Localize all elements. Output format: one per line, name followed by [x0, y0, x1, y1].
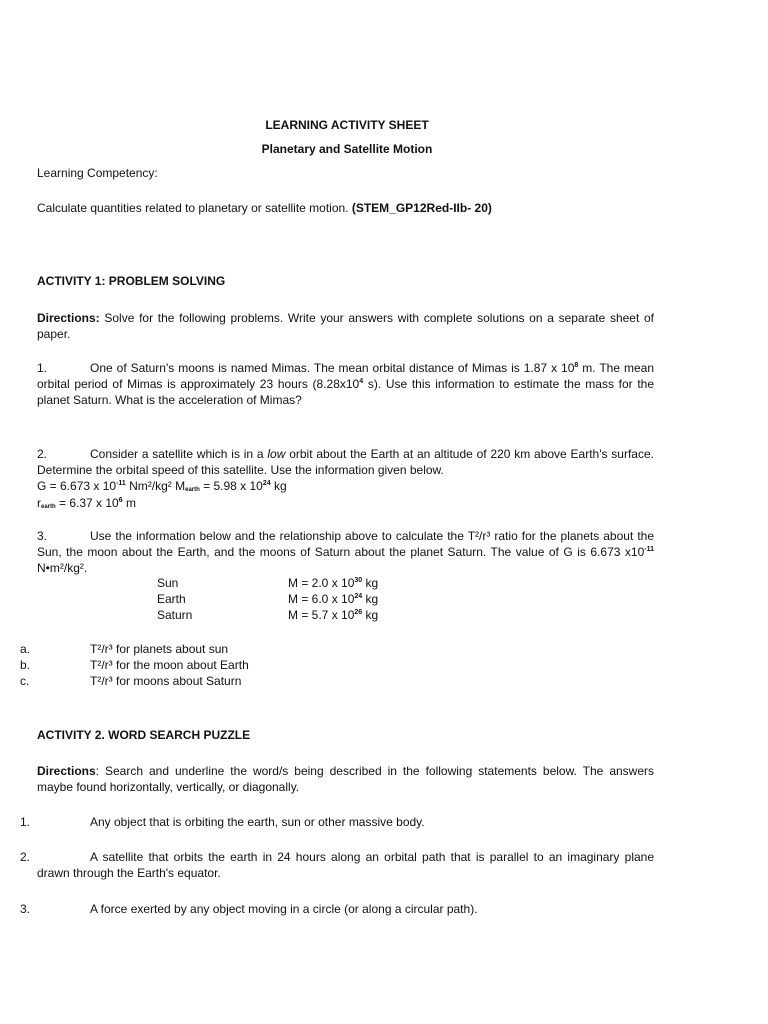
body-mass-unit: kg	[362, 576, 379, 590]
problem-2	[37, 446, 654, 478]
page-subtitle: Planetary and Satellite Motion	[261, 142, 433, 156]
page-title: LEARNING ACTIVITY SHEET	[265, 118, 429, 132]
body-mass-unit: kg	[362, 608, 379, 622]
problem-3-text-a: Use the information below and the relationship above to calculate the T²/r³ ratio for the planets about the Sun, the moon about the Earth, and the moons of Saturn about the planet Saturn. The value of G is 6.673 x10	[37, 529, 654, 559]
radius-symbol: r	[37, 496, 41, 510]
body-mass-sup: 26	[354, 609, 363, 616]
word-item-number: 2.	[20, 850, 31, 864]
problem-3-number: 3.	[37, 529, 48, 543]
competency-label: Learning Competency:	[37, 166, 158, 180]
problem-2-text-a: Consider a satellite which is in a	[90, 447, 268, 461]
mass-sup: 24	[262, 480, 271, 487]
problem-2-number: 2.	[37, 447, 48, 461]
problem-2-radius	[37, 495, 136, 511]
competency-code: (STEM_GP12Red-IIb- 20)	[351, 201, 492, 215]
mass-unit: kg	[270, 479, 287, 493]
problem-1-sup-a: 8	[574, 362, 579, 369]
problem-3-text-b: N•m²/kg².	[37, 561, 88, 575]
body-mass-sup: 30	[354, 577, 363, 584]
body-mass-text: M = 5.7 x 10	[288, 608, 355, 622]
body-name: Earth	[157, 592, 186, 606]
problem-2-italic: low	[267, 447, 286, 461]
problem-2-text-b: orbit about the Earth at an altitude of 220 km above Earth's surface. Determine the orbital speed of this satellite. Use the information given below.	[37, 447, 654, 477]
activity2-directions	[37, 763, 654, 795]
activity1-directions-label: Directions:	[37, 311, 100, 325]
sub-item-text: T²/r³ for the moon about Earth	[90, 658, 249, 672]
radius-text: = 6.37 x 10	[55, 496, 119, 510]
competency-text: Calculate quantities related to planetary or satellite motion.	[37, 201, 352, 215]
problem-1	[37, 360, 654, 408]
mass-sub: earth	[185, 487, 200, 493]
body-mass-unit: kg	[362, 592, 379, 606]
sub-item-letter: c.	[20, 674, 30, 688]
sub-item-text: T²/r³ for moons about Saturn	[90, 674, 242, 688]
problem-1-sup-b: 4	[359, 378, 364, 385]
problem-3-sup: -11	[644, 546, 654, 553]
activity2-directions-label: Directions	[37, 764, 96, 778]
body-mass	[288, 607, 378, 623]
radius-unit: m	[122, 496, 136, 510]
sub-item-letter: a.	[20, 642, 31, 656]
g-text-a: G = 6.673 x 10	[37, 479, 117, 493]
sub-item-text: T²/r³ for planets about sun	[90, 642, 229, 656]
g-sup: -11	[116, 480, 126, 487]
radius-sup: 6	[118, 497, 123, 504]
word-item-text: A force exerted by any object moving in a circle (or along a circular path).	[90, 902, 478, 916]
problem-2-constants	[37, 478, 287, 494]
word-item-text: Any object that is orbiting the earth, sun or other massive body.	[90, 815, 425, 829]
activity1-heading: ACTIVITY 1: PROBLEM SOLVING	[37, 274, 226, 288]
body-mass	[288, 591, 378, 607]
activity2-heading: ACTIVITY 2. WORD SEARCH PUZZLE	[37, 728, 251, 742]
problem-1-number: 1.	[37, 361, 48, 375]
g-text-b: Nm²/kg² M	[125, 479, 186, 493]
body-name: Saturn	[157, 608, 193, 622]
body-name: Sun	[157, 576, 179, 590]
word-item-number: 3.	[20, 902, 31, 916]
body-mass	[288, 575, 378, 591]
word-item-number: 1.	[20, 815, 31, 829]
activity1-directions-text: Solve for the following problems. Write your answers with complete solutions on a separate sheet of paper.	[37, 311, 654, 341]
problem-1-text-b: m. The mean orbital period of Mimas is approximately 23 hours (8.28x10	[37, 361, 654, 391]
radius-sub: earth	[41, 504, 56, 510]
body-mass-sup: 24	[354, 593, 363, 600]
word-item-text: A satellite that orbits the earth in 24 hours along an orbital path that is parallel to an imaginary plane drawn through the Earth's equator.	[37, 850, 654, 880]
problem-1-text-a: One of Saturn's moons is named Mimas. The mean orbital distance of Mimas is 1.87 x 10	[90, 361, 575, 375]
competency-statement	[37, 200, 492, 216]
body-mass-text: M = 2.0 x 10	[288, 576, 355, 590]
mass-text: = 5.98 x 10	[199, 479, 263, 493]
sub-item-letter: b.	[20, 658, 31, 672]
activity2-directions-text: : Search and underline the word/s being described in the following statements below. The answers maybe found horizontally, vertically, or diagonally.	[37, 764, 654, 794]
problem-1-text-c: s). Use this information to estimate the mass for the planet Saturn. What is the acceleration of Mimas?	[37, 377, 655, 407]
activity1-directions	[37, 310, 654, 342]
problem-3	[37, 528, 654, 576]
body-mass-text: M = 6.0 x 10	[288, 592, 355, 606]
